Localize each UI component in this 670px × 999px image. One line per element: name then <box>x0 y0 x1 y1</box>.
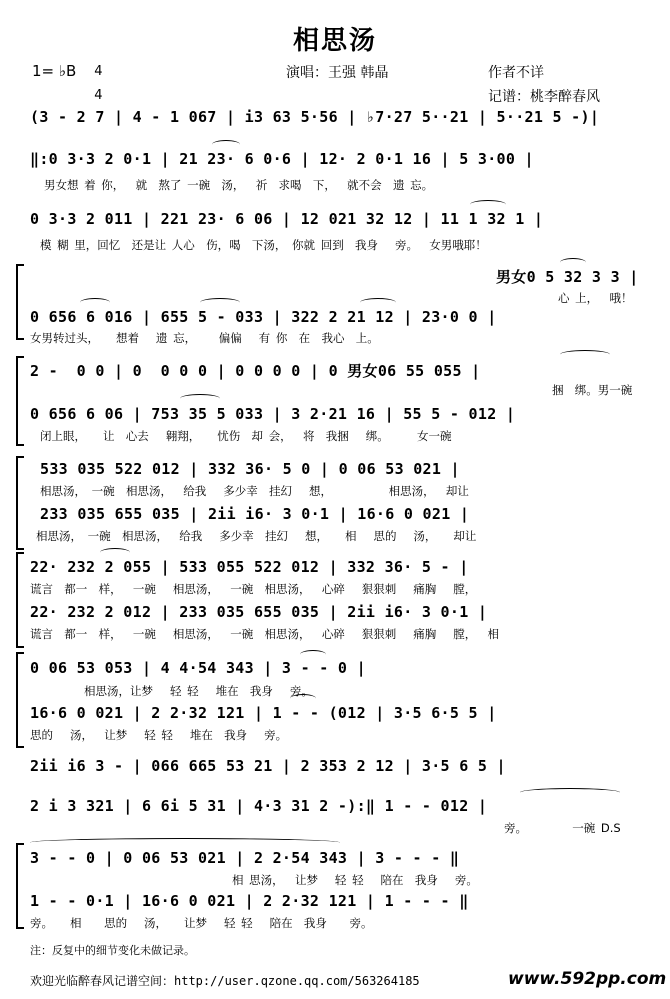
lyrics-line-16: 旁。 相 思的 汤， 让梦 轻 轻 陪在 我身 旁。 <box>30 916 373 930</box>
composer: 作者不详 <box>488 65 544 81</box>
lyrics-line-12: 思的 汤， 让梦 轻 轻 堆在 我身 旁。 <box>30 728 288 742</box>
intro-line: (3 - 2 7 | 4 - 1 067 | i3 63 5·56 | ♭7·27 5··21 | 5··21 5 -)| <box>30 108 600 126</box>
lyrics-line-7: 相思汤， 一碗 相思汤， 给我 多少幸 挂幻 想， 相思汤， 却让 <box>40 484 469 498</box>
slur-mark <box>100 548 130 557</box>
remark: 注：反复中的细节变化未做记录。 <box>30 944 195 957</box>
score-line-8: 233 035 655 035 | 2ii i6· 3 0·1 | 16·6 0 021 | <box>40 505 470 523</box>
lyrics-line-11: 相思汤，让梦 轻 轻 堆在 我身 旁。 <box>84 684 313 698</box>
volta-bracket <box>520 788 620 797</box>
key-signature: 1= ♭B <box>32 62 77 80</box>
brand-watermark[interactable]: www.592pp.com <box>508 969 667 989</box>
lyrics-line-6: 闭上眼， 让 心去 翱翔， 忧伤 却 会， 将 我捆 绑。 女一碗 <box>40 429 452 443</box>
system-bracket <box>16 356 24 446</box>
time-sig-top: 4 <box>94 64 103 79</box>
lyrics-line-2: 模 糊 里，回忆 还是让 人心 伤，喝 下汤， 你就 回到 我身 旁。 女男哦耶！ <box>40 238 487 252</box>
slur-mark <box>360 298 396 307</box>
lyrics-line-9: 谎言 都一 样， 一碗 相思汤， 一碗 相思汤， 心碎 狠狠刺 痛胸 膛， <box>30 582 477 596</box>
score-line-10: 22· 232 2 012 | 233 035 655 035 | 2ii i6· 3 0·1 | <box>30 603 488 621</box>
system-bracket <box>16 652 24 748</box>
triplet-bracket <box>30 838 340 847</box>
score-line-15: 3 - - 0 | 0 06 53 021 | 2 2·54 343 | 3 - - - ‖ <box>30 849 460 867</box>
singers: 演唱：王强 韩晶 <box>286 65 389 81</box>
score-line-6: 0 656 6 06 | 753 35 5 033 | 3 2·21 16 | 55 5 - 012 | <box>30 405 516 423</box>
score-line-16: 1 - - 0·1 | 16·6 0 021 | 2 2·32 121 | 1 - - - ‖ <box>30 892 469 910</box>
lyrics-line-15: 相 思汤， 让梦 轻 轻 陪在 我身 旁。 <box>232 873 478 887</box>
slur-mark <box>212 140 240 149</box>
slur-mark <box>80 298 110 307</box>
system-bracket <box>16 843 24 929</box>
time-signature <box>86 54 103 103</box>
score-line-3: 男女0 5 32 3 3 | <box>496 268 639 286</box>
slur-mark <box>560 350 610 359</box>
system-bracket <box>16 264 24 340</box>
lyrics-line-3: 心 上， 哦！ <box>558 291 633 305</box>
score-line-1: ‖:0 3·3 2 0·1 | 21 23· 6 0·6 | 12· 2 0·1 16 | 5 3·00 | <box>30 150 534 168</box>
lyrics-line-14: 旁。 一碗 D.S <box>504 821 621 835</box>
footer-text: 欢迎光临醉春风记谱空间：http://user.qzone.qq.com/563264185 <box>30 974 420 988</box>
lyrics-line-8: 相思汤， 一碗 相思汤， 给我 多少幸 挂幻 想， 相 思的 汤， 却让 <box>36 529 477 543</box>
slur-mark <box>300 650 326 659</box>
score-line-13: 2ii i6 3 - | 066 665 53 21 | 2 353 2 12 | 3·5 6 5 | <box>30 757 506 775</box>
system-bracket <box>16 456 24 550</box>
score-line-2: 0 3·3 2 011 | 221 23· 6 06 | 12 021 32 12 | 11 1 32 1 | <box>30 210 544 228</box>
slur-mark <box>200 298 240 307</box>
lyrics-line-5: 捆 绑。男一碗 <box>552 383 633 397</box>
time-sig-bottom: 4 <box>94 88 103 103</box>
score-line-12: 16·6 0 021 | 2 2·32 121 | 1 - - (012 | 3·5 6·5 5 | <box>30 704 497 722</box>
score-line-11: 0 06 53 053 | 4 4·54 343 | 3 - - 0 | <box>30 659 366 677</box>
slur-mark <box>180 394 220 403</box>
score-line-5: 2 - 0 0 | 0 0 0 0 | 0 0 0 0 | 0 男女06 55 055 | <box>30 362 481 380</box>
score-line-14: 2 i 3 321 | 6 6i 5 31 | 4·3 31 2 -):‖ 1 - - 012 | <box>30 797 488 815</box>
song-title: 相思汤 <box>292 26 377 56</box>
slur-mark <box>470 200 506 209</box>
slur-mark <box>560 258 586 267</box>
lyrics-line-1: 男女想 着 你， 就 熬了 一碗 汤， 祈 求喝 下， 就不会 遗 忘。 <box>44 178 434 192</box>
slur-mark <box>290 694 316 703</box>
system-bracket <box>16 552 24 648</box>
score-line-7: 533 035 522 012 | 332 36· 5 0 | 0 06 53 021 | <box>40 460 460 478</box>
transcriber: 记谱：桃李醉春风 <box>488 89 600 105</box>
score-line-9: 22· 232 2 055 | 533 055 522 012 | 332 36· 5 - | <box>30 558 469 576</box>
score-line-4: 0 656 6 016 | 655 5 - 033 | 322 2 21 12 | 23·0 0 | <box>30 308 497 326</box>
lyrics-line-4: 女男转过头， 想着 遗 忘， 偏偏 有 你 在 我心 上。 <box>30 331 379 345</box>
lyrics-line-10: 谎言 都一 样， 一碗 相思汤， 一碗 相思汤， 心碎 狠狠刺 痛胸 膛， 相 <box>30 627 500 641</box>
